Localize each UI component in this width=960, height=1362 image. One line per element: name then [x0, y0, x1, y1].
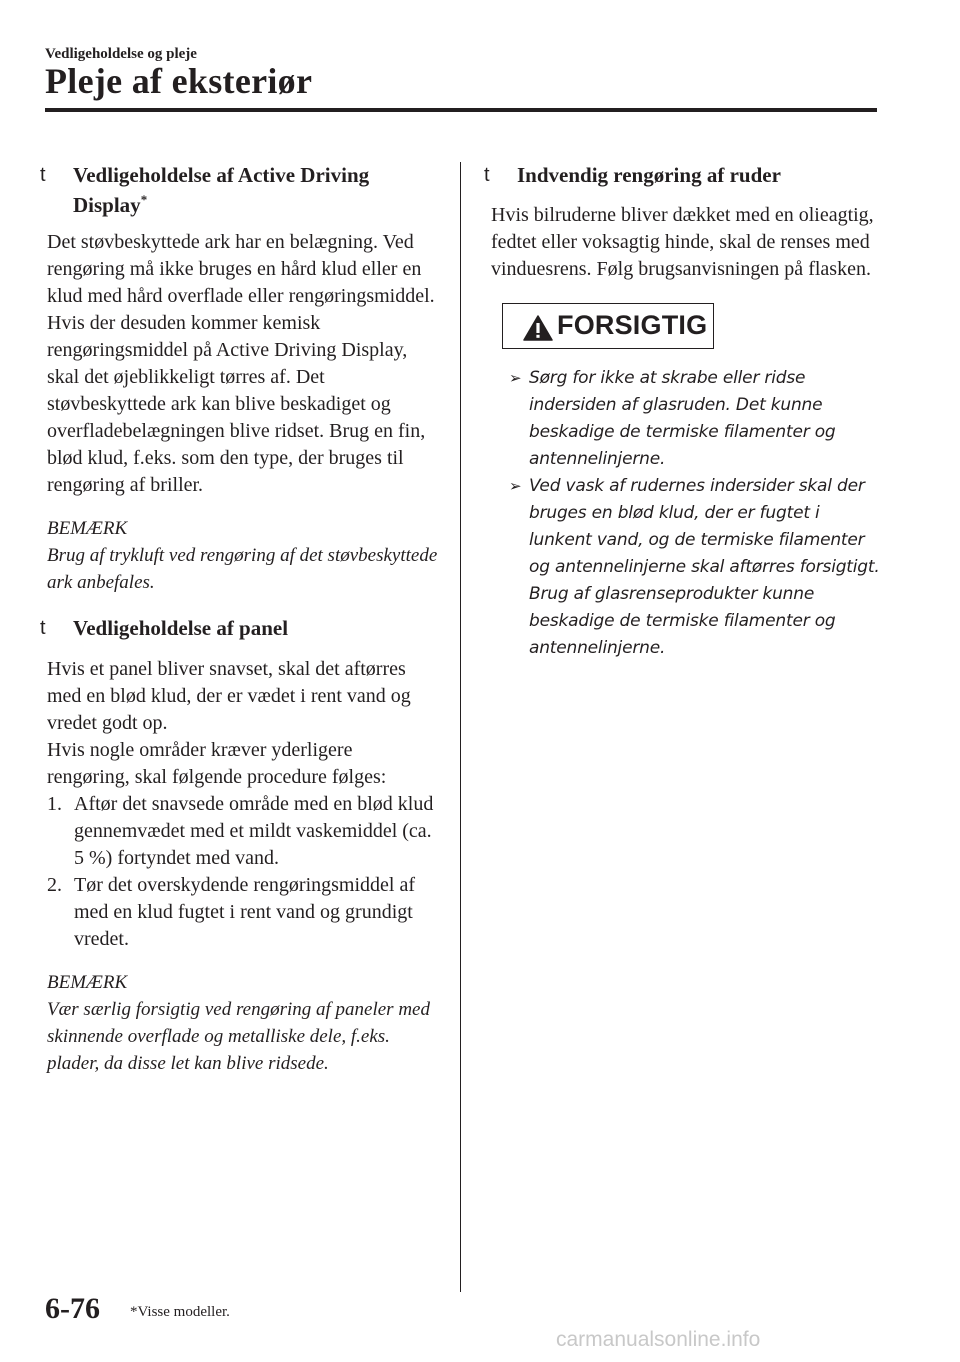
step-text: Tør det overskydende rengøringsmiddel af med en klud fugtet i rent vand og grundigt vredet. — [74, 874, 416, 950]
footnote: *Visse modeller. — [130, 1304, 230, 1320]
bullet-glyph: t — [484, 164, 490, 186]
list-item — [47, 872, 440, 953]
note-label: BEMÆRK — [47, 518, 128, 539]
right-column — [480, 160, 880, 662]
heading-text: Vedligeholdelse af Active Driving Display — [73, 163, 370, 217]
paragraph: Hvis nogle områder kræver yderligere rengøring, skal følgende procedure følges: — [47, 739, 387, 788]
paragraph: Hvis et panel bliver snavset, skal det aftørres med en blød klud, der er vædet i rent vand og vredet godt op. — [47, 658, 411, 734]
caution-text: Sørg for ikke at skrabe eller ridse indersiden af glasruden. Det kunne beskadige de termiske filamenter og antennelinjerne. — [529, 368, 836, 469]
caution-label: FORSIGTIG — [557, 310, 708, 340]
watermark: carmanualsonline.info — [556, 1328, 761, 1351]
caution-list — [480, 365, 880, 662]
bullet-glyph: t — [40, 164, 46, 186]
paragraph: Hvis bilruderne bliver dækket med en olieagtig, fedtet eller voksagtig hinde, skal de renses med vinduesrens. Følg brugsanvisningen på flasken. — [491, 204, 874, 280]
page-number: 6-76 — [45, 1292, 100, 1325]
section-heading-active-driving-display — [36, 160, 440, 220]
arrow-bullet-icon: ➢ — [509, 477, 522, 495]
paragraph: Det støvbeskyttede ark har en belægning. Ved rengøring må ikke bruges en hård klud eller en klud med hård overflade eller rengøringsmiddel. Hvis der desuden kommer kemisk rengøringsmiddel på Active Driving Display, skal det øjeblikkeligt tørres af. Det støvbeskyttede ark kan blive beskadiget og overfladebelægningen blive ridset. Brug en fin, blød klud, f.eks. som den type, der bruges til rengøring af briller. — [47, 231, 435, 496]
section-heading-windows — [480, 160, 880, 190]
asterisk-mark: * — [140, 192, 148, 207]
caution-item — [509, 473, 880, 662]
caution-text-continued: Brug af glasrenseprodukter kunne beskadige de termiske filamenter og antennelinjerne. — [529, 584, 836, 658]
heading-text: Vedligeholdelse af panel — [73, 616, 289, 640]
bullet-glyph: t — [40, 617, 46, 639]
list-item — [47, 791, 440, 872]
column-divider — [460, 162, 461, 1292]
note-text: Brug af trykluft ved rengøring af det støvbeskyttede ark anbefales. — [47, 545, 438, 593]
note-label: BEMÆRK — [47, 972, 128, 993]
step-number: 2. — [47, 874, 62, 896]
warning-triangle-icon — [523, 315, 553, 341]
procedure-list — [36, 791, 440, 953]
heading-text: Indvendig rengøring af ruder — [517, 163, 781, 187]
step-text: Aftør det snavsede område med en blød klud gennemvædet med et mildt vaskemiddel (ca. 5 %) fortyndet med vand. — [74, 793, 434, 869]
section-heading-panel — [36, 613, 440, 643]
note-text: Vær særlig forsigtig ved rengøring af paneler med skinnende overflade og metalliske dele, f.eks. plader, da disse let kan blive ridsede. — [47, 999, 430, 1074]
section-label: Vedligeholdelse og pleje — [45, 46, 197, 62]
header-rule — [45, 108, 877, 112]
caution-item — [509, 365, 880, 473]
arrow-bullet-icon: ➢ — [509, 369, 522, 387]
caution-box — [502, 303, 714, 349]
caution-text: Ved vask af rudernes indersider skal der bruges en blød klud, der er fugtet i lunkent vand, og de termiske filamenter og antennelinjerne skal aftørres forsigtigt. — [529, 476, 880, 577]
step-number: 1. — [47, 793, 62, 815]
page-title: Pleje af eksteriør — [45, 61, 313, 101]
left-column — [36, 160, 440, 1077]
